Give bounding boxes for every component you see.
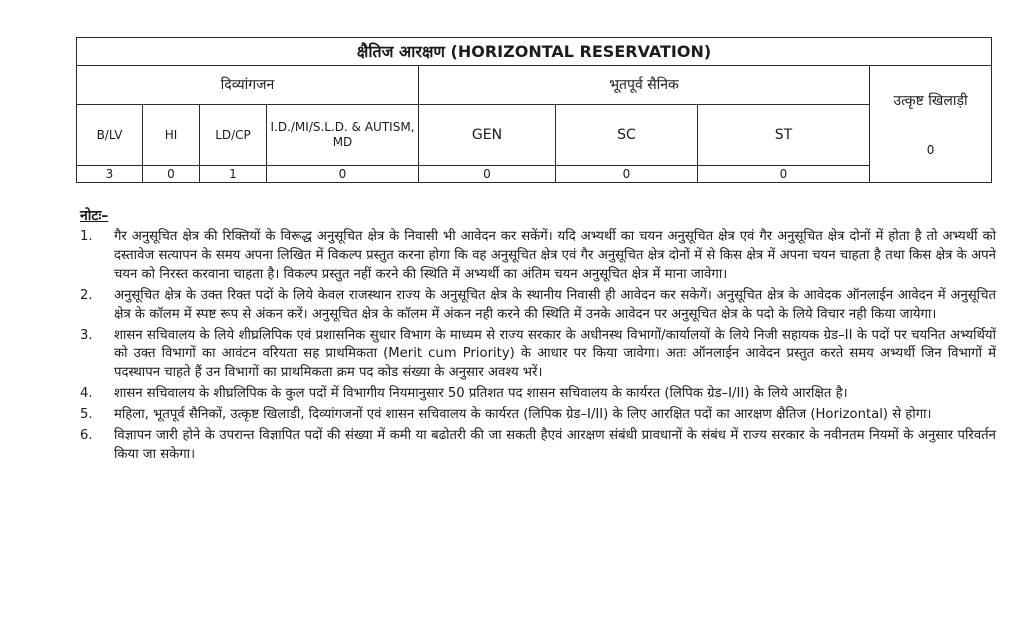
note-number: 3.	[80, 327, 93, 343]
ex-servicemen-group-header: भूतपूर्व सैनिक	[419, 66, 870, 105]
col-hi: HI	[143, 105, 200, 166]
notes-list	[80, 228, 996, 467]
divyang-group-header: दिव्यांगजन	[77, 66, 419, 105]
table-title: क्षैतिज आरक्षण (HORIZONTAL RESERVATION)	[77, 38, 992, 66]
note-item	[80, 427, 996, 465]
note-item	[80, 406, 996, 425]
note-text: महिला, भूतपूर्व सैनिकों, उत्कृष्ट खिलाडी, दिव्यांगजनों एवं शासन सचिवालय के कार्यरत (लिपिक ग्रेड–I/II) के लिए आरक्षित पदों का आरक्षण क्षैतिज (Horizontal) से होगा।	[114, 407, 932, 423]
col-ldcp: LD/CP	[200, 105, 267, 166]
value-blv: 3	[77, 166, 143, 183]
col-gen: GEN	[419, 105, 556, 166]
note-text: शासन सचिवालय के लिये शीघ्रलिपिक एवं प्रशासनिक सुधार विभाग के माध्यम से राज्य सरकार के अधीनस्थ विभागों/कार्यालयों के लिये निजी सहायक ग्रेड–II के पदों पर चयनित अभ्यर्थियों को उक्त विभागों का आवंटन वरियता सह प्राथमिकता (Merit cum Priority) के आधार पर किया जावेगा। अतः ऑनलाईन आवेदन प्रस्तुत करते समय अभ्यर्थी जिन विभागों में पदस्थापन चाहते हैं उन विभागों का प्राथमिकता क्रम पद कोड संख्या के अनुसार अवश्य भरें।	[114, 327, 996, 381]
value-st: 0	[698, 166, 870, 183]
note-item	[80, 327, 996, 384]
note-number: 5.	[80, 407, 93, 423]
col-blv: B/LV	[77, 105, 143, 166]
value-ldcp: 1	[200, 166, 267, 183]
sports-header: उत्कृष्ट खिलाड़ी	[893, 93, 968, 109]
note-text: गैर अनुसूचित क्षेत्र की रिक्तियों के विरूद्ध अनुसूचित क्षेत्र के निवासी भी आवेदन कर सकेंगें। यदि अभ्यर्थी का चयन अनुसूचित क्षेत्र एवं गैर अनुसूचित क्षेत्र दोनों में होता है तो अभ्यर्थी को दस्तावेज सत्यापन के समय अपना लिखित में विकल्प प्रस्तुत करना होगा कि वह अनुसूचित क्षेत्र एवं गैर अनुसूचित क्षेत्र दोनों में से किस क्षेत्र में अपना चयन चाहता है तथा किस क्षेत्र के अपने चयन को निरस्त करवाना चाहता है। विकल्प प्रस्तुत नहीं करने की स्थिति में अभ्यर्थी का अंतिम चयन अनुसूचित क्षेत्र में माना जावेगा।	[114, 229, 996, 282]
note-item	[80, 287, 996, 325]
horizontal-reservation-table	[76, 37, 992, 183]
note-number: 4.	[80, 386, 93, 402]
notes-heading: नोटः–	[80, 208, 109, 224]
value-gen: 0	[419, 166, 556, 183]
value-sc: 0	[556, 166, 698, 183]
col-sc: SC	[556, 105, 698, 166]
col-id-mi-sld-autism: I.D./MI/S.L.D. & AUTISM, MD	[267, 105, 419, 166]
note-number: 2.	[80, 287, 93, 303]
note-text: शासन सचिवालय के शीघ्रलिपिक के कुल पदों में विभागीय नियमानुसार 50 प्रतिशत पद शासन सचिवालय के कार्यरत (लिपिक ग्रेड–I/II) के लिये आरक्षित है।	[114, 386, 848, 402]
value-hi: 0	[143, 166, 200, 183]
note-number: 1.	[80, 229, 93, 244]
note-text: अनुसूचित क्षेत्र के उक्त रिक्त पदों के लिये केवल राजस्थान राज्य के अनुसूचित क्षेत्र के स्थानीय निवासी ही आवेदन कर सकेगें। अनुसूचित क्षेत्र के आवेदक ऑनलाईन आवेदन में अनुसूचित क्षेत्र के कॉलम में स्पष्ट रूप से अंकन करें। अनुसूचित क्षेत्र के कॉलम में अंकन नही करने की स्थिति में उनके आवेदन पर अनुसूचित क्षेत्र के पदो के लिये विचार नही किया जायेगा।	[114, 287, 996, 322]
note-text: विज्ञापन जारी होने के उपरान्त विज्ञापित पदों की संख्या में कमी या बढोतरी की जा सकती हैएवं आरक्षण संबंधी प्रावधानों के संबंध में राज्य सरकार के नवीनतम नियमों के अनुसार परिवर्तन किया जा सकेगा।	[114, 428, 996, 462]
note-item	[80, 385, 996, 404]
note-number: 6.	[80, 428, 93, 444]
sports-column	[870, 66, 992, 183]
col-st: ST	[698, 105, 870, 166]
note-item	[80, 228, 996, 285]
sports-value: 0	[926, 143, 935, 157]
value-id-mi-sld-autism: 0	[267, 166, 419, 183]
